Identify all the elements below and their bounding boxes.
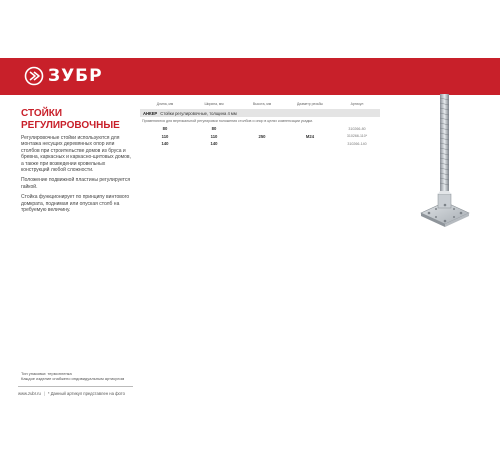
table-row (140, 133, 380, 141)
brand-logo (24, 66, 103, 86)
header-length: Длина, мм (156, 101, 174, 106)
header-thread: Диаметр резьбы (297, 101, 323, 106)
divider (18, 386, 133, 387)
cell-width: 80 (211, 126, 217, 132)
product-image (405, 90, 485, 240)
packaging-info (21, 371, 136, 381)
table-header (140, 100, 380, 107)
cell-thread: M24 (305, 133, 315, 139)
brand-name: ЗУБР (48, 66, 103, 86)
packaging-type: Тип упаковки: термопленка (21, 371, 72, 376)
description-paragraph: Стойка функционирует по принципу винтового домкрата, поднимая или опуская столб на требуемую величину. (21, 194, 130, 214)
cell-length: 140 (161, 141, 169, 147)
cell-height: 250 (258, 133, 266, 139)
zubr-logo-icon (24, 66, 44, 86)
description (21, 135, 131, 217)
page-title: СТОЙКИ РЕГУЛИРОВОЧНЫЕ (21, 108, 120, 131)
photo-note: * Данный артикул представлен на фото (47, 391, 125, 396)
description-paragraph: Регулировочные стойки используются для монтажа несущих деревянных опор или столбов при строительстве домов из бруса и бревна, каркасных и каркасно-щитовых домов, а также при возведении кровельных конструкций любой сложности. (21, 135, 131, 174)
description-paragraph: Положение подвижной пластины регулируется гайкой. (21, 177, 131, 190)
group-note: Применяются для вертикальной регулировки положения столбов и опор в целях компенсации усадки. (142, 119, 314, 123)
cell-width: 110 (210, 133, 218, 139)
cell-length: 110 (161, 133, 169, 139)
cell-article: 310266-80 (348, 126, 366, 131)
group-title: Стойки регулировочные, толщина 4 мм (160, 110, 237, 116)
header-width: Ширина, мм (204, 101, 224, 106)
spec-table (140, 100, 380, 148)
header-height: Высота, мм (252, 101, 272, 106)
table-group-header (140, 109, 380, 117)
footer-separator: | (43, 391, 45, 396)
website-link[interactable]: www.zubr.ru (18, 391, 41, 396)
header-article: Артикул (350, 101, 364, 106)
group-label: АНКЕР (143, 110, 158, 116)
cell-article: 310266-110* (346, 134, 368, 139)
cell-length: 80 (162, 126, 168, 132)
cell-article: 310266-140 (347, 141, 367, 146)
cell-width: 140 (210, 141, 218, 147)
packaging-note: Каждое изделие снабжено индивидуальным артикулом (21, 376, 125, 381)
table-row (140, 140, 380, 148)
footer (18, 391, 125, 396)
table-row (140, 125, 380, 133)
